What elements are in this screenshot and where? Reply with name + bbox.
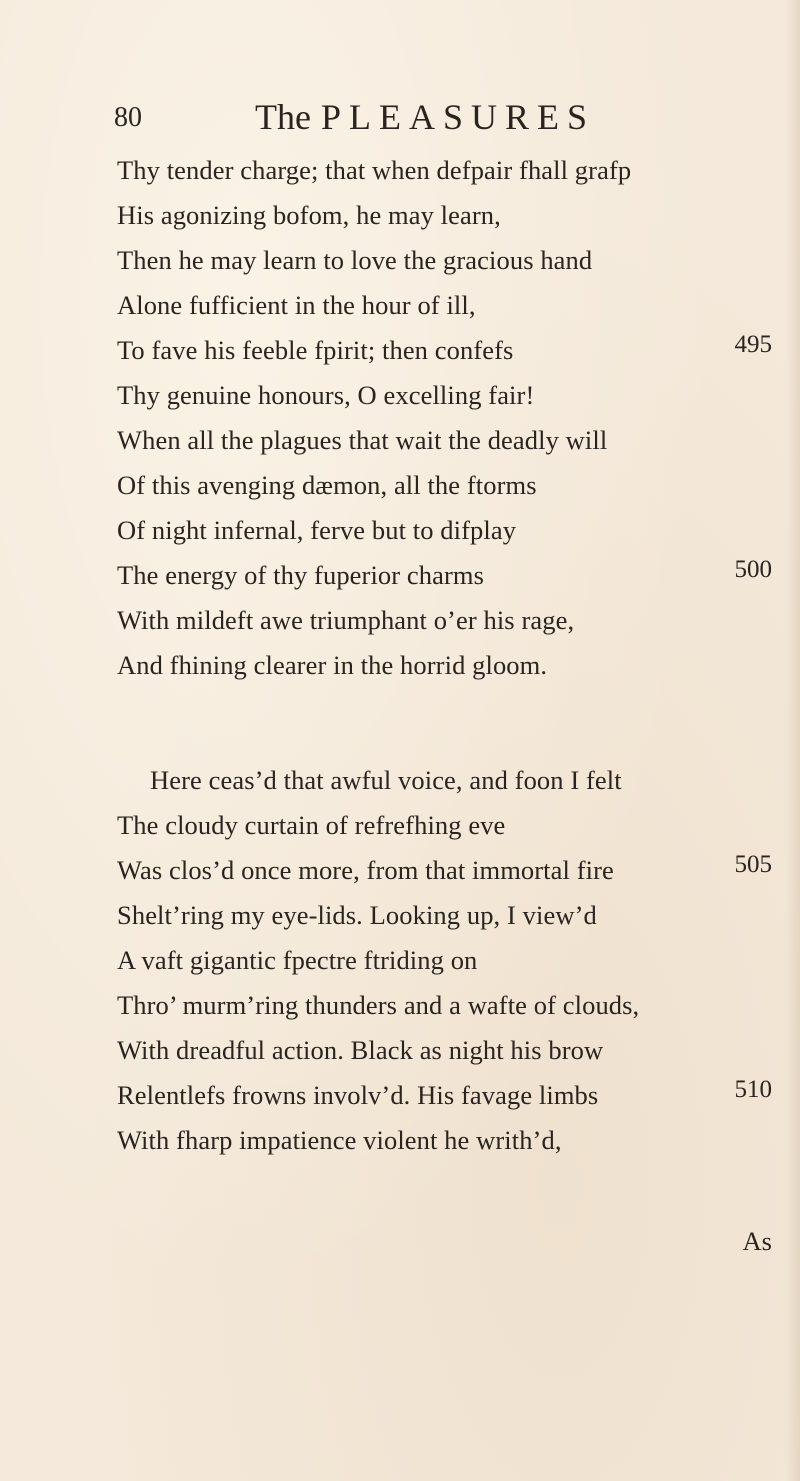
line-number: 505 bbox=[734, 851, 772, 878]
verse-line: To fave his feeble fpirit; then confefs bbox=[117, 335, 514, 365]
verse-line: Relentlefs frowns involv’d. His favage limbs bbox=[117, 1080, 599, 1110]
verse-line: When all the plagues that wait the deadly will bbox=[117, 425, 608, 455]
verse-line: And fhining clearer in the horrid gloom. bbox=[117, 650, 548, 680]
line-number: 510 bbox=[734, 1076, 772, 1103]
verse-line: Thro’ murm’ring thunders and a wafte of clouds, bbox=[117, 990, 640, 1020]
verse-line: Of this avenging dæmon, all the ftorms bbox=[117, 470, 537, 500]
running-title-caps: PLEASURES bbox=[320, 97, 596, 137]
verse-line: With dreadful action. Black as night his brow bbox=[117, 1035, 604, 1065]
verse-line: Alone fufficient in the hour of ill, bbox=[117, 290, 476, 320]
catchword: As bbox=[742, 1226, 772, 1256]
verse-line: Shelt’ring my eye-lids. Looking up, I view’d bbox=[117, 900, 597, 930]
line-number: 495 bbox=[734, 331, 772, 358]
page-edge-shadow bbox=[786, 0, 800, 1481]
verse-line: The energy of thy fuperior charms bbox=[117, 560, 485, 590]
verse-line: His agonizing bofom, he may learn, bbox=[117, 200, 501, 230]
verse-line: With mildeft awe triumphant o’er his rage, bbox=[117, 605, 575, 635]
verse-line: Was clos’d once more, from that immortal fire bbox=[117, 855, 614, 885]
verse-line: Thy genuine honours, O excelling fair! bbox=[117, 380, 535, 410]
verse-line: Thy tender charge; that when defpair fhall grafp bbox=[117, 155, 632, 185]
verse-line: With fharp impatience violent he writh’d, bbox=[117, 1125, 562, 1155]
verse-line: The cloudy curtain of refrefhing eve bbox=[117, 810, 506, 840]
verse-line: Of night infernal, ferve but to difplay bbox=[117, 515, 517, 545]
line-number: 500 bbox=[734, 556, 772, 583]
running-title bbox=[255, 96, 595, 138]
running-title-prefix: The bbox=[255, 97, 311, 137]
verse-line: A vaft gigantic fpectre ftriding on bbox=[117, 945, 478, 975]
page-number: 80 bbox=[114, 102, 142, 133]
verse-line: Then he may learn to love the gracious hand bbox=[117, 245, 593, 275]
verse-line-indented: Here ceas’d that awful voice, and foon I felt bbox=[150, 765, 622, 795]
